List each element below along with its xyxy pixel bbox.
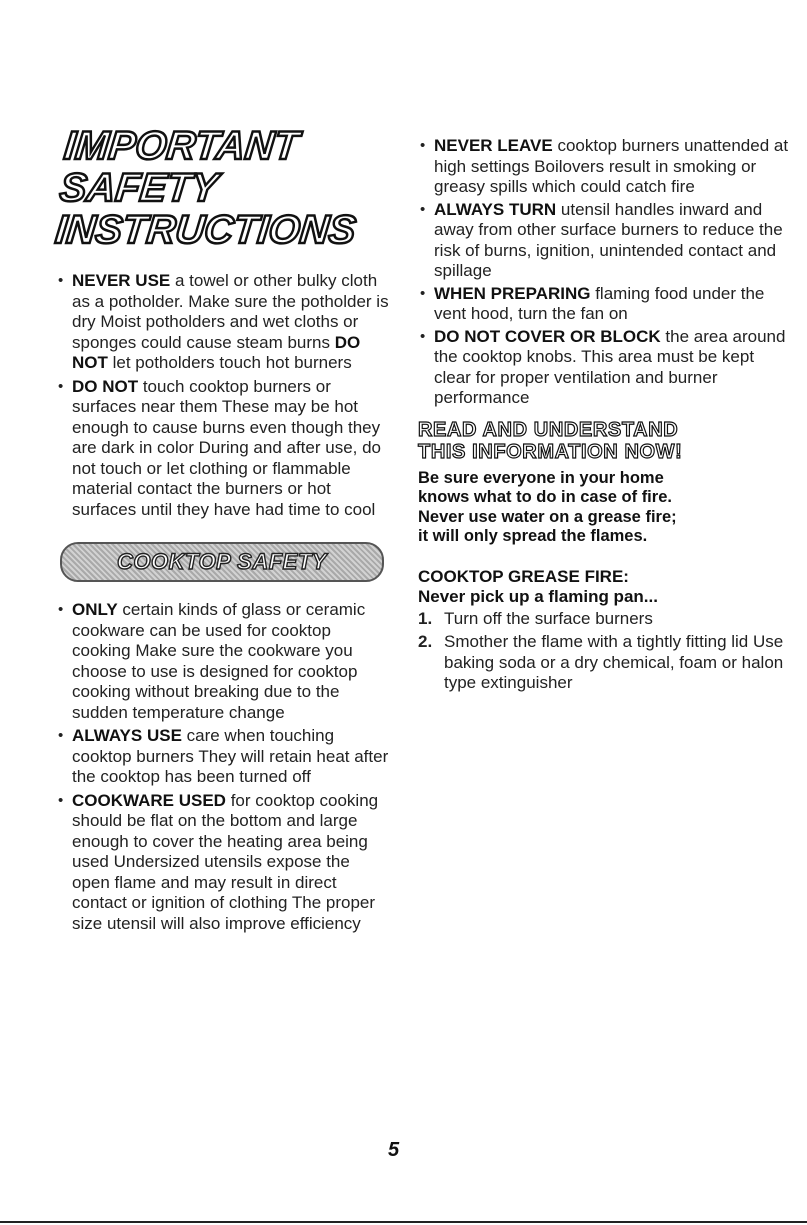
page-bottom-rule — [0, 1221, 807, 1223]
step-item — [418, 632, 790, 694]
bullet-text: the area around the cooktop knobs. This area must be kept clear for proper ventilation and burner performance — [434, 326, 786, 407]
grease-fire-subtitle: Never pick up a flaming pan... — [418, 586, 658, 606]
cooktop-safety-banner — [60, 542, 384, 582]
fire-warning — [418, 469, 790, 547]
bullet-lead: ONLY — [72, 600, 118, 619]
page-number: 5 — [388, 1139, 400, 1161]
bullet-lead: DO NOT — [72, 376, 139, 396]
bullet-lead: WHEN PREPARING — [434, 283, 591, 303]
list-item — [56, 271, 392, 374]
step-text: Turn off the surface burners — [444, 608, 653, 628]
list-item — [56, 600, 392, 723]
cooktop-use-list — [418, 136, 790, 409]
list-item — [56, 726, 392, 788]
bullet-lead: DO NOT COVER OR BLOCK — [434, 326, 661, 346]
banner-label: COOKTOP SAFETY — [117, 549, 327, 574]
left-column — [53, 124, 392, 934]
list-item — [56, 377, 392, 521]
bullet-text: cooktop burners unattended at high settings Boilovers result in smoking or greasy spills which could catch fire — [434, 136, 789, 196]
read-understand-heading — [418, 419, 790, 463]
list-item — [56, 791, 392, 935]
title-line-1: IMPORTANT SAFETY — [57, 124, 301, 210]
bullet-lead: NEVER LEAVE — [434, 136, 553, 155]
bullet-text: touch cooktop burners or surfaces near them These may be hot enough to cause burns even though they are dark in color During and after use, do not touch or let clothing or flammable material contact the burners or hot surfaces until they have had time to cool — [72, 376, 382, 519]
bullet-lead: COOKWARE USED — [72, 790, 226, 810]
bullet-lead: ALWAYS USE — [72, 726, 182, 745]
list-item — [418, 136, 790, 198]
step-text: Smother the flame with a tightly fitting lid Use baking soda or a dry chemical, foam or halon type extinguisher — [444, 632, 784, 692]
bullet-text: certain kinds of glass or ceramic cookware can be used for cooktop cooking Make sure the cookware you choose to use is designed for cooktop cooking without breaking due to the sudden temperature change — [72, 600, 366, 722]
list-item — [418, 327, 790, 409]
right-column — [418, 136, 790, 694]
cooktop-safety-list — [56, 600, 392, 934]
bullet-inline-bold: DO NOT — [72, 332, 361, 372]
list-item — [418, 284, 790, 325]
bullet-text: flaming food under the vent hood, turn the fan on — [434, 283, 765, 323]
warning-line-3: Never use water on a grease fire; — [418, 507, 677, 526]
step-number: 2. — [418, 632, 433, 651]
list-item — [418, 200, 790, 282]
title-line-2: INSTRUCTIONS — [53, 208, 358, 252]
bullet-text: for cooktop cooking should be flat on the bottom and large enough to cover the heating area being used Undersized utensils expose the open flame and may result in direct contact or ignition of clothing The proper size utensil will also improve efficiency — [72, 790, 379, 933]
bullet-tail: let potholders touch hot burners — [107, 353, 352, 372]
warning-line-1: Be sure everyone in your home — [418, 468, 664, 487]
bullet-text: a towel or other bulky cloth as a potholder. Make sure the potholder is dry Moist potholders and wet cloths or sponges could cause steam burns — [72, 271, 389, 352]
grease-fire-title: COOKTOP GREASE FIRE: — [418, 566, 629, 586]
bullet-lead: ALWAYS TURN — [434, 199, 557, 219]
step-number: 1. — [418, 608, 433, 628]
warning-line-4: it will only spread the flames. — [418, 527, 648, 545]
bullet-text: utensil handles inward and away from other surface burners to reduce the risk of burns, ignition, unintended contact and spillage — [434, 199, 783, 280]
read-heading-line-1: READ AND UNDERSTAND — [418, 418, 679, 441]
step-item — [418, 609, 790, 630]
bullet-text: care when touching cooktop burners They will retain heat after the cooktop has been turned off — [72, 726, 389, 786]
read-heading-line-2: THIS INFORMATION NOW! — [418, 440, 683, 463]
page-title — [53, 125, 398, 251]
bullet-lead: NEVER USE — [72, 271, 171, 290]
general-safety-list — [56, 271, 392, 520]
warning-line-2: knows what to do in case of fire. — [418, 488, 672, 506]
grease-fire-steps — [418, 609, 790, 694]
